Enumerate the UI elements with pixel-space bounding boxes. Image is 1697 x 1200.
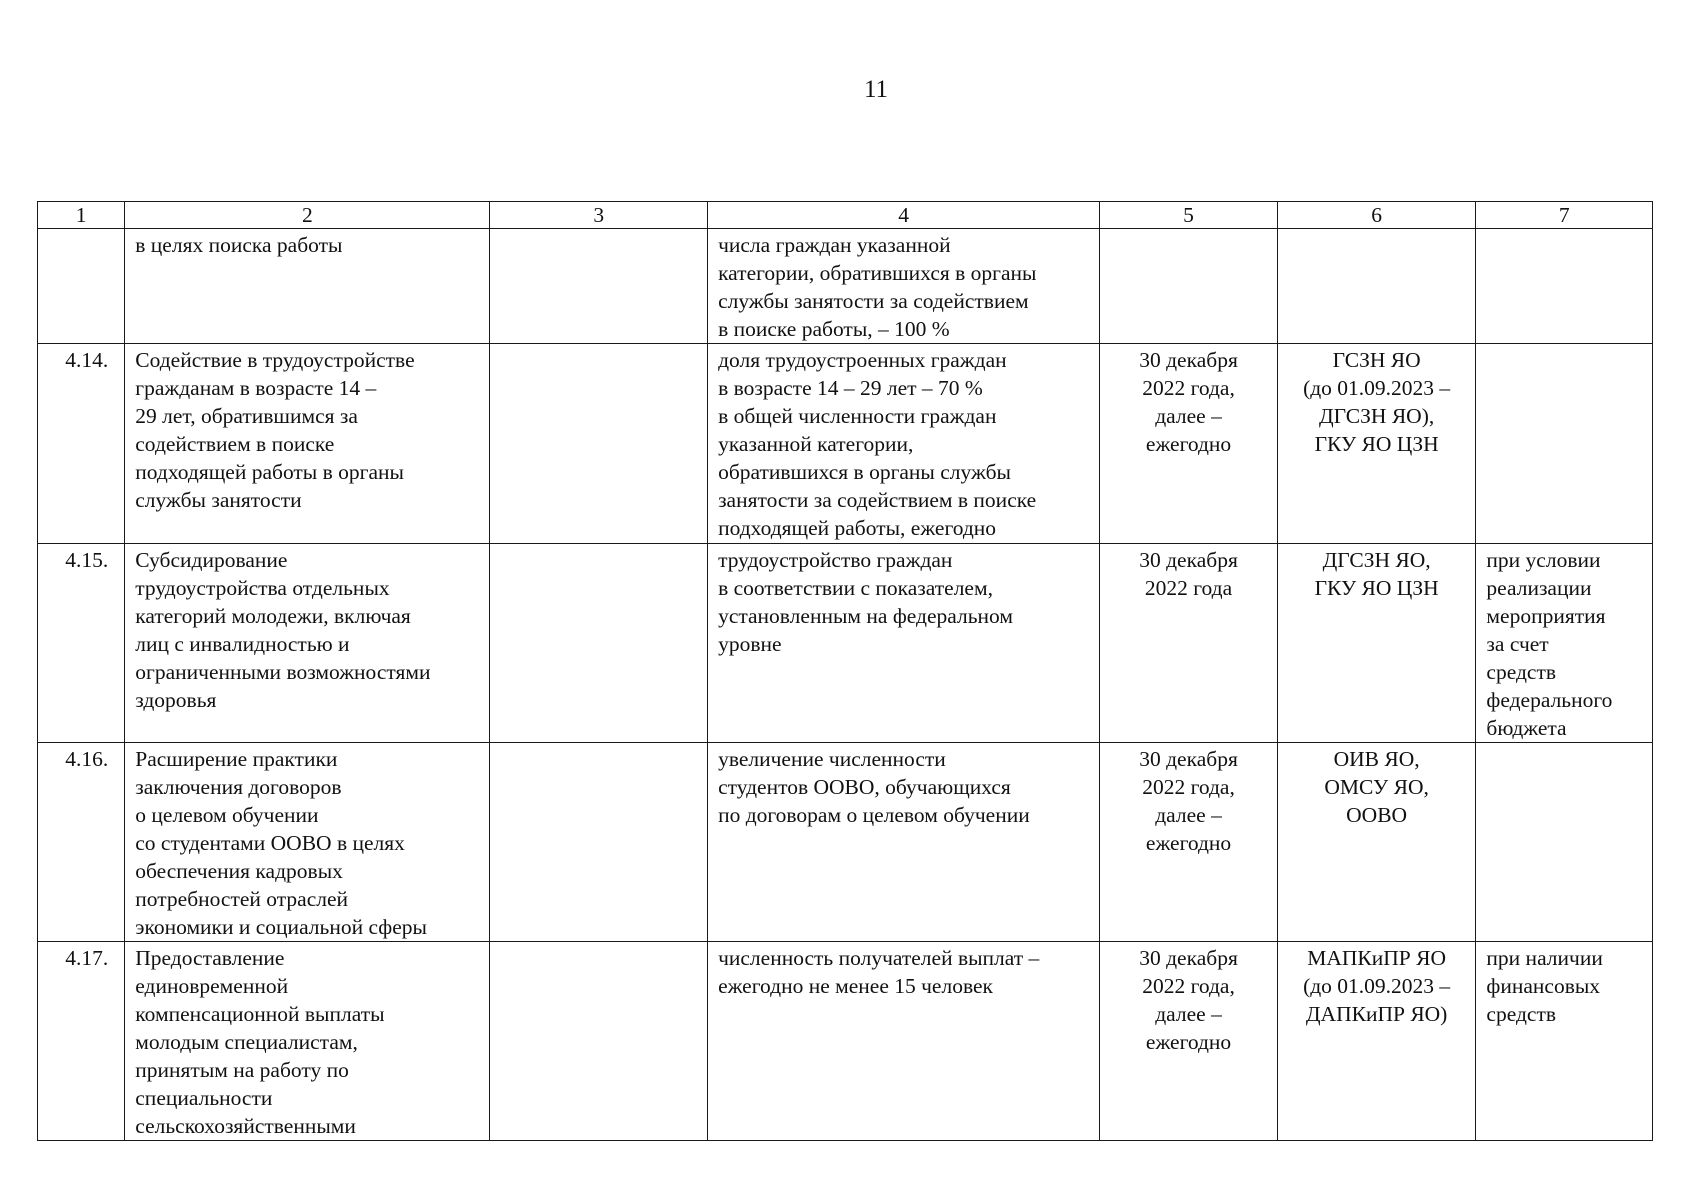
indicator-cell: доля трудоустроенных граждан в возрасте 14 – 29 лет – 70 % в общей численности граждан указанной категории, обратившихся в органы службы занятости за содействием в поиске подходящей работы, ежегодно bbox=[708, 344, 1100, 544]
indicator-cell: трудоустройство граждан в соответствии с показателем, установленным на федеральном уровне bbox=[708, 544, 1100, 743]
col3-cell bbox=[490, 544, 708, 743]
activity-cell: Предоставление единовременной компенсационной выплаты молодым специалистам, принятым на работу по специальности сельскохозяйственными bbox=[125, 942, 490, 1141]
indicator-cell: числа граждан указанной категории, обратившихся в органы службы занятости за содействием в поиске работы, – 100 % bbox=[708, 229, 1100, 344]
note-cell: при условии реализации мероприятия за счет средств федерального бюджета bbox=[1476, 544, 1653, 743]
deadline-cell bbox=[1100, 229, 1278, 344]
row-number: 4.14. bbox=[38, 344, 125, 544]
indicator-cell: численность получателей выплат – ежегодно не менее 15 человек bbox=[708, 942, 1100, 1141]
indicator-cell: увеличение численности студентов ООВО, обучающихся по договорам о целевом обучении bbox=[708, 743, 1100, 942]
col3-cell bbox=[490, 743, 708, 942]
row-number: 4.16. bbox=[38, 743, 125, 942]
note-cell bbox=[1476, 743, 1653, 942]
activity-cell: в целях поиска работы bbox=[125, 229, 490, 344]
header-col-4: 4 bbox=[708, 202, 1100, 229]
table-row bbox=[38, 942, 1653, 1141]
row-number: 4.15. bbox=[38, 544, 125, 743]
table-row bbox=[38, 544, 1653, 743]
executor-cell: ОИВ ЯО, ОМСУ ЯО, ООВО bbox=[1277, 743, 1476, 942]
col3-cell bbox=[490, 344, 708, 544]
executor-cell: ГСЗН ЯО (до 01.09.2023 – ДГСЗН ЯО), ГКУ ЯО ЦЗН bbox=[1277, 344, 1476, 544]
table-row bbox=[38, 344, 1653, 544]
table-row bbox=[38, 229, 1653, 344]
header-col-5: 5 bbox=[1100, 202, 1278, 229]
table-row bbox=[38, 743, 1653, 942]
activity-cell: Расширение практики заключения договоров о целевом обучении со студентами ООВО в целях обеспечения кадровых потребностей отраслей экономики и социальной сферы bbox=[125, 743, 490, 942]
header-row bbox=[38, 202, 1653, 229]
deadline-cell: 30 декабря 2022 года, далее – ежегодно bbox=[1100, 344, 1278, 544]
header-col-2: 2 bbox=[125, 202, 490, 229]
header-col-1: 1 bbox=[38, 202, 125, 229]
col3-cell bbox=[490, 229, 708, 344]
executor-cell: МАПКиПР ЯО (до 01.09.2023 – ДАПКиПР ЯО) bbox=[1277, 942, 1476, 1141]
note-cell bbox=[1476, 344, 1653, 544]
page-number: 11 bbox=[863, 76, 889, 103]
deadline-cell: 30 декабря 2022 года bbox=[1100, 544, 1278, 743]
executor-cell: ДГСЗН ЯО, ГКУ ЯО ЦЗН bbox=[1277, 544, 1476, 743]
activity-cell: Содействие в трудоустройстве гражданам в возрасте 14 – 29 лет, обратившимся за содействием в поиске подходящей работы в органы службы занятости bbox=[125, 344, 490, 544]
deadline-cell: 30 декабря 2022 года, далее – ежегодно bbox=[1100, 743, 1278, 942]
note-cell: при наличии финансовых средств bbox=[1476, 942, 1653, 1141]
header-col-7: 7 bbox=[1476, 202, 1653, 229]
row-number bbox=[38, 229, 125, 344]
activity-cell: Субсидирование трудоустройства отдельных категорий молодежи, включая лиц с инвалидностью и ограниченными возможностями здоровья bbox=[125, 544, 490, 743]
header-col-6: 6 bbox=[1277, 202, 1476, 229]
col3-cell bbox=[490, 942, 708, 1141]
header-col-3: 3 bbox=[490, 202, 708, 229]
deadline-cell: 30 декабря 2022 года, далее – ежегодно bbox=[1100, 942, 1278, 1141]
executor-cell bbox=[1277, 229, 1476, 344]
row-number: 4.17. bbox=[38, 942, 125, 1141]
measures-table bbox=[37, 201, 1653, 1141]
note-cell bbox=[1476, 229, 1653, 344]
